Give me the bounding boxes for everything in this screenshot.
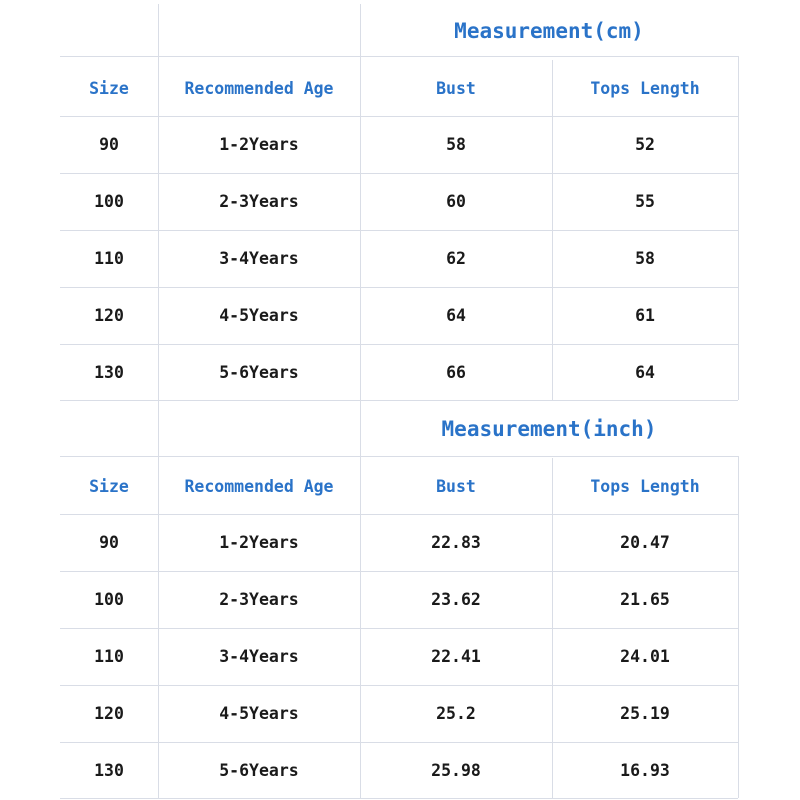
inch-row-1-age: 1-2Years: [219, 533, 299, 552]
row-divider: [60, 514, 738, 515]
cm-row-4-size: 120: [94, 306, 124, 325]
column-divider: [738, 56, 739, 400]
row-divider: [60, 116, 738, 117]
inch-row-4-bust: 25.2: [436, 704, 476, 723]
cm-row-1-bust: 58: [446, 135, 466, 154]
cm-header-size: Size: [89, 78, 129, 98]
row-divider: [60, 173, 738, 174]
cm-row-2-bust: 60: [446, 192, 466, 211]
row-divider: [60, 742, 738, 743]
cm-row-2-size: 100: [94, 192, 124, 211]
divider: [60, 56, 738, 57]
inch-row-4-tops-length: 25.19: [620, 704, 670, 723]
cm-row-1-size: 90: [99, 135, 119, 154]
inch-row-1-tops-length: 20.47: [620, 533, 670, 552]
cm-header-recommended-age: Recommended Age: [184, 78, 334, 98]
inch-header-bust: Bust: [436, 476, 476, 496]
column-divider: [158, 400, 159, 798]
cm-row-3-size: 110: [94, 249, 124, 268]
cm-header-bust: Bust: [436, 78, 476, 98]
row-divider: [60, 685, 738, 686]
table-divider: [60, 400, 738, 401]
inch-row-2-tops-length: 21.65: [620, 590, 670, 609]
inch-row-4-age: 4-5Years: [219, 704, 299, 723]
inch-header-recommended-age: Recommended Age: [184, 476, 334, 496]
divider: [60, 456, 738, 457]
cm-table-title: Measurement(cm): [454, 19, 644, 43]
column-divider: [360, 4, 361, 400]
column-divider: [360, 400, 361, 798]
cm-row-3-tops-length: 58: [635, 249, 655, 268]
column-divider: [158, 4, 159, 400]
row-divider: [60, 344, 738, 345]
inch-header-size: Size: [89, 476, 129, 496]
inch-row-1-bust: 22.83: [431, 533, 481, 552]
inch-row-5-age: 5-6Years: [219, 761, 299, 780]
inch-row-3-age: 3-4Years: [219, 647, 299, 666]
inch-row-2-bust: 23.62: [431, 590, 481, 609]
inch-row-1-size: 90: [99, 533, 119, 552]
table-divider: [60, 798, 738, 799]
inch-row-5-bust: 25.98: [431, 761, 481, 780]
inch-row-2-size: 100: [94, 590, 124, 609]
row-divider: [60, 287, 738, 288]
column-divider: [552, 458, 553, 798]
inch-table-title: Measurement(inch): [441, 417, 657, 441]
cm-row-5-bust: 66: [446, 363, 466, 382]
inch-row-3-tops-length: 24.01: [620, 647, 670, 666]
row-divider: [60, 571, 738, 572]
cm-row-3-bust: 62: [446, 249, 466, 268]
cm-row-1-age: 1-2Years: [219, 135, 299, 154]
cm-row-4-bust: 64: [446, 306, 466, 325]
cm-row-2-tops-length: 55: [635, 192, 655, 211]
inch-row-5-tops-length: 16.93: [620, 761, 670, 780]
inch-row-3-size: 110: [94, 647, 124, 666]
inch-row-2-age: 2-3Years: [219, 590, 299, 609]
inch-header-tops-length: Tops Length: [590, 476, 700, 496]
cm-row-3-age: 3-4Years: [219, 249, 299, 268]
cm-row-4-tops-length: 61: [635, 306, 655, 325]
row-divider: [60, 628, 738, 629]
cm-row-1-tops-length: 52: [635, 135, 655, 154]
inch-row-5-size: 130: [94, 761, 124, 780]
cm-row-4-age: 4-5Years: [219, 306, 299, 325]
cm-row-5-tops-length: 64: [635, 363, 655, 382]
cm-row-5-age: 5-6Years: [219, 363, 299, 382]
cm-row-5-size: 130: [94, 363, 124, 382]
column-divider: [552, 60, 553, 400]
inch-row-4-size: 120: [94, 704, 124, 723]
cm-row-2-age: 2-3Years: [219, 192, 299, 211]
row-divider: [60, 230, 738, 231]
inch-row-3-bust: 22.41: [431, 647, 481, 666]
column-divider: [738, 456, 739, 798]
cm-header-tops-length: Tops Length: [590, 78, 700, 98]
